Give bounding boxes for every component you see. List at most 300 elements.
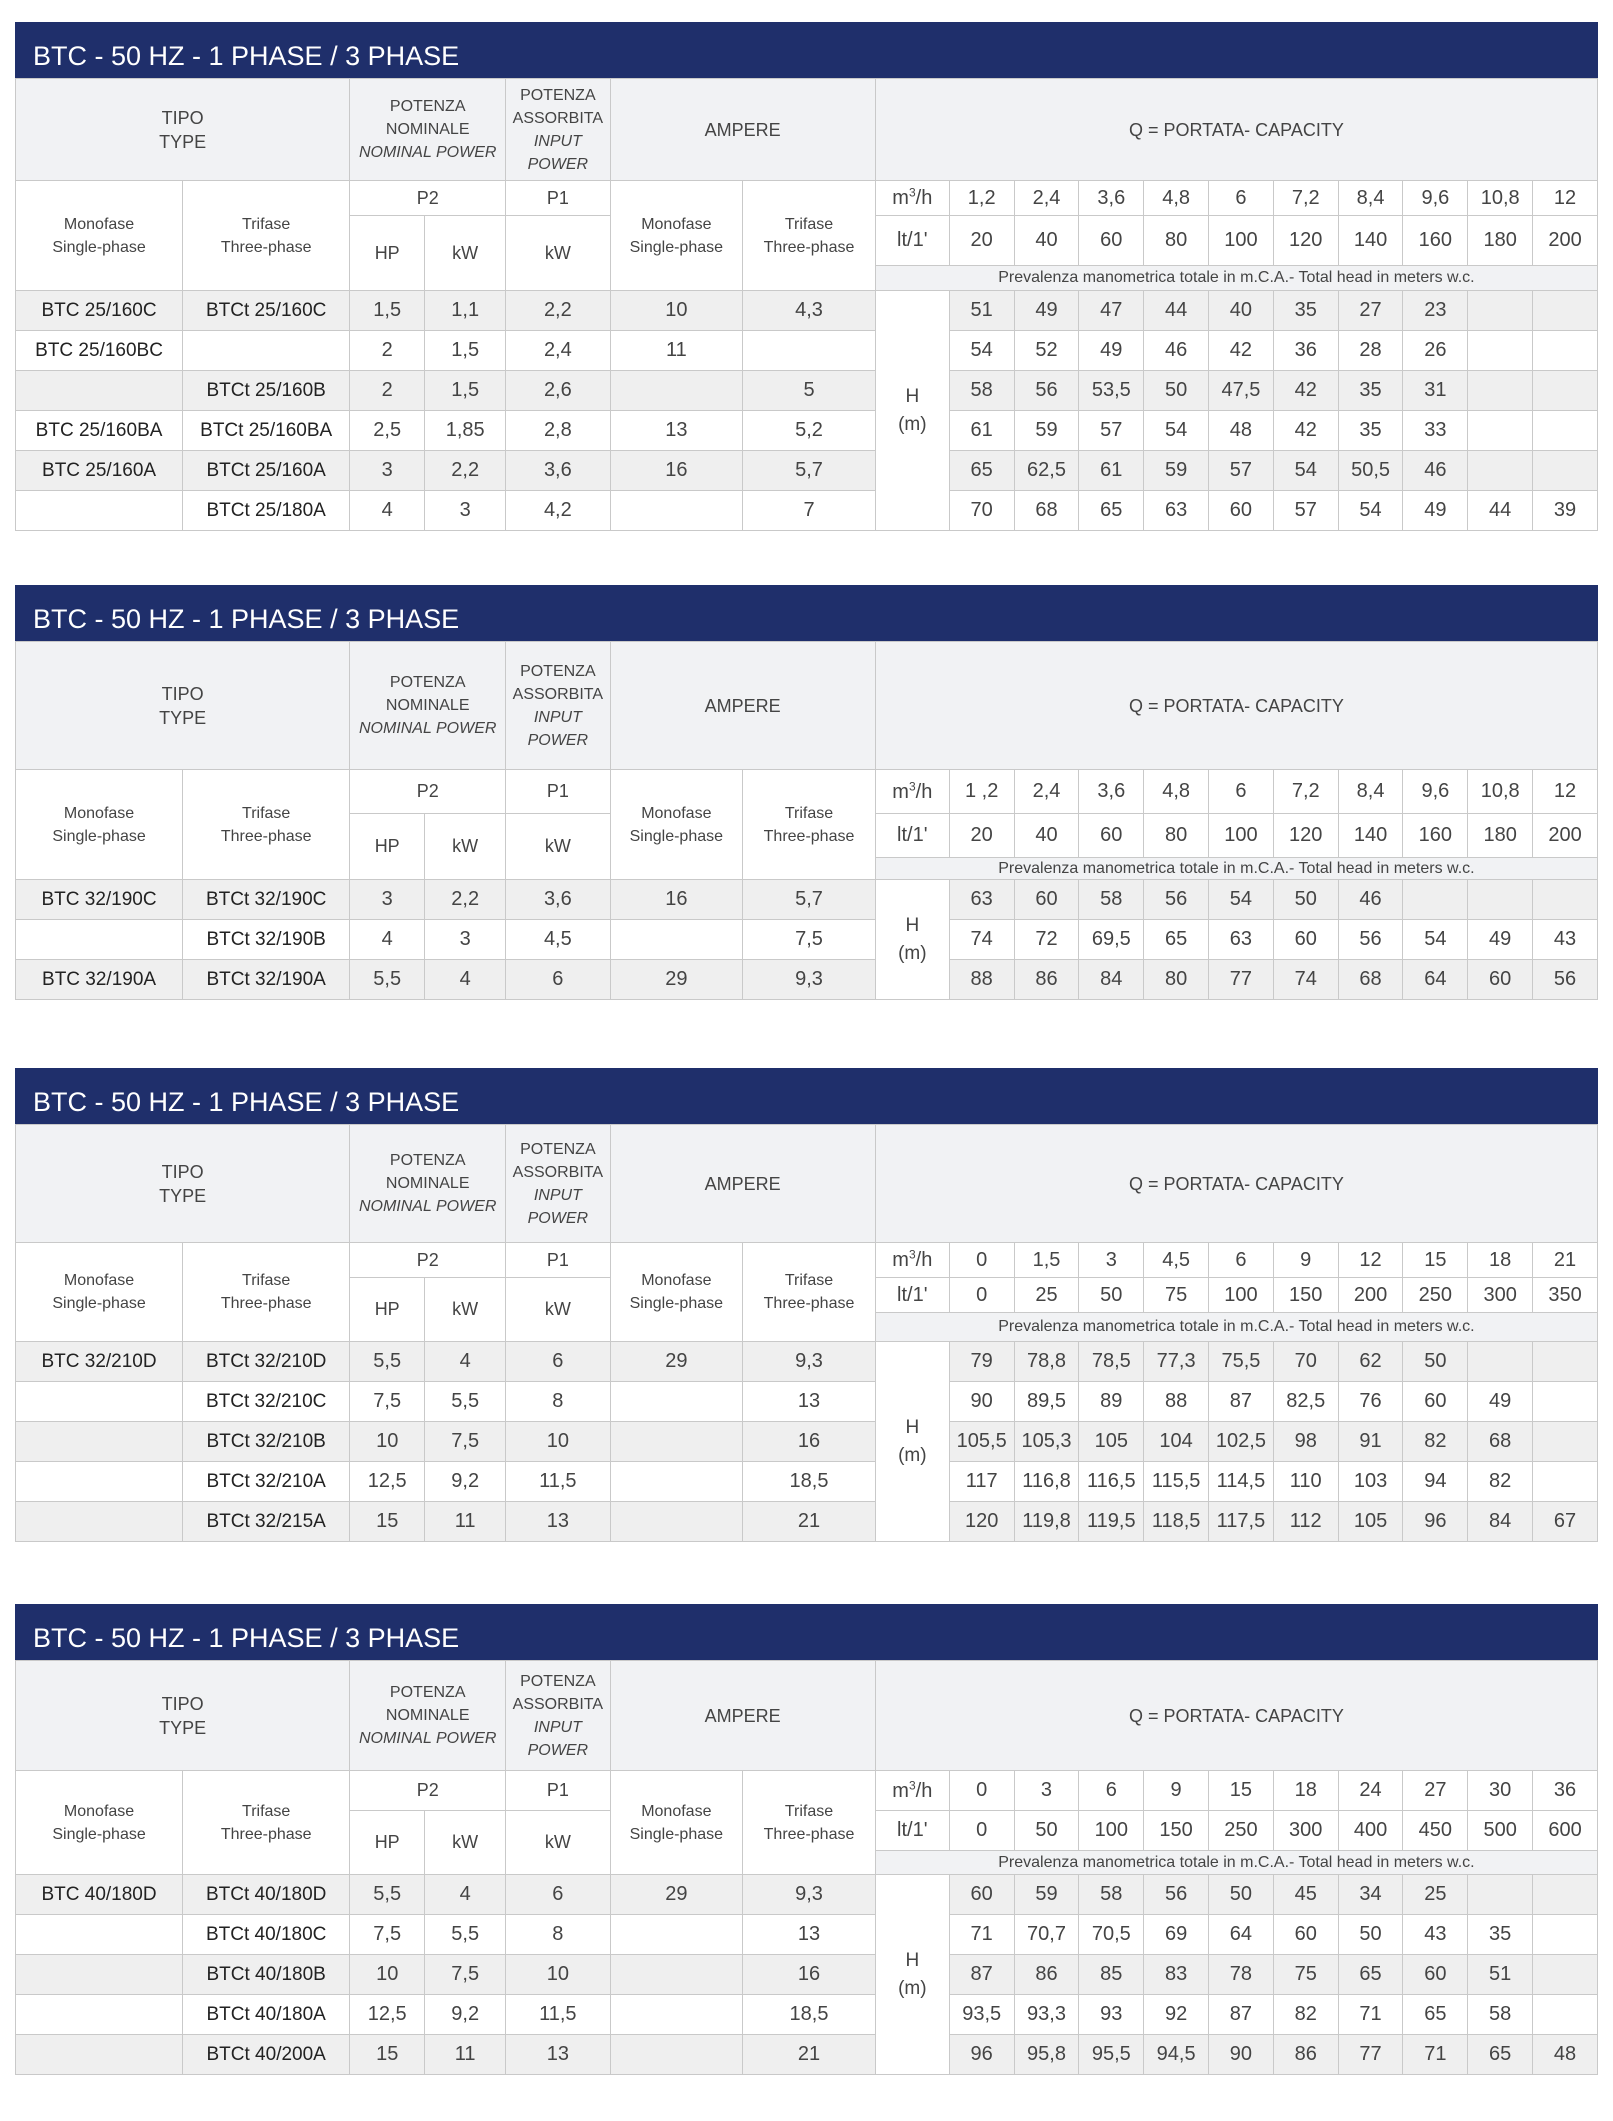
- ampere-header: [610, 1661, 875, 1771]
- head-value: [1468, 1995, 1533, 2035]
- table-row: [16, 491, 1598, 531]
- head-value-text: 115,5: [1151, 1470, 1201, 1492]
- p2-kw-value: [425, 1382, 506, 1422]
- ampere-value: 13: [797, 1923, 821, 1945]
- head-value: [1468, 1422, 1533, 1462]
- lt-value: [1209, 1811, 1274, 1851]
- assorbita-label: ASSORBITA: [512, 685, 604, 703]
- p2-kw-value: [425, 1422, 506, 1462]
- unit-superscript: 3: [908, 1247, 916, 1262]
- lt-value-text: 300: [1289, 1819, 1323, 1841]
- head-value-text: 96: [1424, 1510, 1447, 1532]
- head-value: [1079, 1915, 1144, 1955]
- monofase-model: [16, 291, 183, 331]
- p1-kw-value: [506, 331, 610, 371]
- m3h-value: [1533, 1243, 1598, 1278]
- hp-value: 12,5: [367, 2003, 407, 2025]
- hp-header: [350, 216, 425, 291]
- lt-value: [1144, 1278, 1209, 1313]
- head-value-text: 26: [1424, 339, 1447, 361]
- ampere-value: 5,7: [795, 888, 823, 910]
- head-value-text: 76: [1359, 1390, 1382, 1412]
- performance-table: [15, 1660, 1598, 2075]
- head-value-text: 68: [1489, 1430, 1512, 1452]
- single-phase-label: Single-phase: [52, 238, 146, 256]
- head-value-text: 44: [1164, 299, 1188, 321]
- input-label: INPUT: [533, 1718, 582, 1736]
- lt-value-text: 160: [1418, 824, 1453, 846]
- m3h-value-text: 12: [1553, 780, 1577, 802]
- p1-kw-value: [506, 1382, 610, 1422]
- p2-hp-value: [350, 960, 425, 1000]
- lt-value-text: 150: [1159, 1819, 1193, 1841]
- ampere-tri-value: [743, 1995, 876, 2035]
- head-value-text: 82,5: [1286, 1390, 1326, 1412]
- m3h-value-text: 18: [1294, 1779, 1317, 1801]
- model-name: BTCt 32/190C: [205, 888, 327, 910]
- p2-hp-value: [350, 2035, 425, 2075]
- kw-value: 7,5: [451, 1963, 480, 1985]
- m3h-value: [1014, 1771, 1079, 1811]
- m3h-value: [1079, 1771, 1144, 1811]
- p1-kw-value: [506, 960, 610, 1000]
- lt-value: [1079, 1278, 1144, 1313]
- head-value-text: 98: [1294, 1430, 1317, 1452]
- ampere-mono-value: [610, 371, 743, 411]
- monofase-label: Monofase: [641, 1802, 712, 1820]
- head-value: [1533, 1422, 1598, 1462]
- head-value: [1533, 880, 1598, 920]
- kw-value: 5,5: [451, 1923, 480, 1945]
- head-value: [1014, 1382, 1079, 1422]
- m3h-value-text: 2,4: [1032, 186, 1061, 209]
- type-label: TYPE: [159, 131, 207, 152]
- nominale-label: NOMINALE: [385, 121, 470, 138]
- head-value-text: 58: [1100, 888, 1123, 910]
- head-value: [1144, 960, 1209, 1000]
- trifase-model: [183, 1342, 350, 1382]
- ampere-mono-value: [610, 960, 743, 1000]
- p2-hp-value: [350, 1502, 425, 1542]
- ampere-monofase-header: [610, 1243, 743, 1342]
- h-label: H: [905, 385, 920, 407]
- head-value-text: 51: [1489, 1963, 1512, 1985]
- trifase-model: [183, 880, 350, 920]
- head-value: [949, 371, 1014, 411]
- trifase-model: [183, 291, 350, 331]
- p1-value: 4,2: [543, 499, 572, 521]
- table-row: [16, 1382, 1598, 1422]
- head-value: [1273, 920, 1338, 960]
- lt-value-text: 80: [1164, 229, 1188, 251]
- head-value: [1144, 291, 1209, 331]
- head-value: [1533, 2035, 1598, 2075]
- head-value: [1338, 331, 1403, 371]
- ampere-value: 7: [803, 499, 815, 521]
- kw-value: 1,5: [451, 379, 480, 401]
- head-value: [1468, 1502, 1533, 1542]
- head-value: [1338, 1995, 1403, 2035]
- ampere-trifase-header: [743, 770, 876, 880]
- p1-value: 2,8: [543, 419, 572, 441]
- head-value-text: 77: [1229, 968, 1253, 990]
- potenza-label: POTENZA: [520, 1672, 596, 1690]
- ampere-value: 21: [797, 2043, 821, 2065]
- head-value-text: 50,5: [1351, 459, 1391, 481]
- head-value: [1533, 491, 1598, 531]
- monofase-label: Monofase: [641, 804, 712, 822]
- p2-hp-value: [350, 1955, 425, 1995]
- head-value: [1079, 1955, 1144, 1995]
- monofase-model: [16, 920, 183, 960]
- head-value-text: 35: [1359, 379, 1382, 401]
- head-value-text: 89: [1100, 1390, 1123, 1412]
- trifase-model: [183, 960, 350, 1000]
- ampere-mono-value: [610, 491, 743, 531]
- table-row: [16, 331, 1598, 371]
- nominal-power-header: [350, 79, 506, 181]
- p1-kw-value: [506, 1422, 610, 1462]
- p1-value: 8: [552, 1923, 564, 1945]
- ampere-tri-value: [743, 1462, 876, 1502]
- head-value-text: 70: [1294, 1350, 1317, 1372]
- p1-value: 10: [546, 1430, 569, 1452]
- head-value: [1338, 1382, 1403, 1422]
- head-value: [1533, 1875, 1598, 1915]
- head-value-text: 116,5: [1087, 1470, 1136, 1492]
- lt-value-text: 0: [976, 1283, 988, 1306]
- ampere-value: 29: [665, 1350, 688, 1372]
- p1-kw-value: [506, 291, 610, 331]
- head-value: [949, 451, 1014, 491]
- ampere-mono-value: [610, 1502, 743, 1542]
- m3h-value: [1144, 181, 1209, 216]
- lt-value-text: 140: [1353, 824, 1388, 846]
- head-value: [1144, 1422, 1209, 1462]
- lt-value-text: 450: [1418, 1819, 1453, 1841]
- lt-value-text: 40: [1035, 229, 1058, 251]
- head-value-text: 110: [1289, 1470, 1322, 1492]
- head-value-text: 42: [1294, 379, 1317, 401]
- kw-label: kW: [452, 836, 479, 856]
- head-value: [1403, 920, 1468, 960]
- ampere-tri-value: [743, 411, 876, 451]
- lt-value-text: 150: [1289, 1283, 1323, 1306]
- type-label: TYPE: [159, 1185, 207, 1206]
- lt-value-text: 20: [970, 824, 993, 846]
- input-power-header: [506, 1125, 610, 1243]
- head-value: [1144, 1502, 1209, 1542]
- trifase-model: [183, 1382, 350, 1422]
- capacity-header: [875, 1125, 1597, 1243]
- p2-hp-value: [350, 491, 425, 531]
- head-value-text: 74: [1294, 968, 1317, 990]
- head-value-text: 35: [1489, 1923, 1512, 1945]
- head-value: [1533, 1342, 1598, 1382]
- m3h-value: [1468, 1771, 1533, 1811]
- head-value-text: 65: [1489, 2043, 1512, 2065]
- table-title-bar: [15, 1068, 1598, 1124]
- head-value: [949, 491, 1014, 531]
- lt-unit: [875, 216, 949, 266]
- ampere-tri-value: [743, 1382, 876, 1422]
- header-row-2: [16, 770, 1598, 814]
- lt-value: [949, 1278, 1014, 1313]
- m3h-value: [1338, 770, 1403, 814]
- m3h-value: [949, 1771, 1014, 1811]
- ampere-value: 16: [797, 1963, 821, 1985]
- p1-kw-value: [506, 1502, 610, 1542]
- nominal-power-label: NOMINAL POWER: [358, 144, 497, 161]
- kw-label: kW: [452, 1299, 479, 1319]
- m3h-unit: [875, 1771, 949, 1811]
- kw-value: 4: [459, 1883, 471, 1905]
- head-value: [1144, 1382, 1209, 1422]
- head-value-text: 28: [1359, 339, 1382, 361]
- m3h-value: [1338, 181, 1403, 216]
- head-value-text: 83: [1164, 1963, 1188, 1985]
- head-value-text: 75,5: [1221, 1350, 1261, 1372]
- model-name: BTC 32/190A: [42, 968, 157, 990]
- model-name: BTC 25/160C: [41, 299, 157, 321]
- ampere-monofase-header: [610, 1771, 743, 1875]
- p1-kw-value: [506, 451, 610, 491]
- head-value: [1209, 960, 1274, 1000]
- head-value-text: 61: [1100, 459, 1123, 481]
- type-label: TYPE: [159, 1717, 207, 1738]
- capacity-label: Q = PORTATA- CAPACITY: [1128, 695, 1344, 716]
- monofase-label: Monofase: [63, 1802, 135, 1820]
- ampere-mono-value: [610, 291, 743, 331]
- monofase-model: [16, 331, 183, 371]
- header-row-2: [16, 1771, 1598, 1811]
- head-value-text: 50: [1229, 1883, 1253, 1905]
- hp-value: 1,5: [373, 299, 402, 321]
- input-label: INPUT: [533, 1186, 582, 1204]
- head-value: [1273, 1875, 1338, 1915]
- head-value: [1273, 1995, 1338, 2035]
- m3h-value: [1209, 181, 1274, 216]
- lt-value-text: 600: [1548, 1819, 1582, 1841]
- kw-header: [425, 814, 506, 880]
- ampere-value: 9,3: [795, 1883, 823, 1905]
- head-value: [1533, 960, 1598, 1000]
- ampere-monofase-header: [610, 181, 743, 291]
- kw-value: 7,5: [451, 1430, 480, 1452]
- head-value: [1533, 291, 1598, 331]
- capacity-label: Q = PORTATA- CAPACITY: [1128, 1705, 1344, 1726]
- assorbita-label: ASSORBITA: [512, 109, 604, 127]
- hp-value: 3: [381, 888, 393, 910]
- table-title-bar: [15, 1604, 1598, 1660]
- lt-value-text: 250: [1418, 1283, 1453, 1306]
- lt-unit: [875, 814, 949, 858]
- head-value-text: 105: [1353, 1510, 1388, 1532]
- p2-header: [350, 181, 506, 216]
- head-value: [1403, 1955, 1468, 1995]
- head-value-text: 61: [970, 419, 993, 441]
- head-value: [1468, 291, 1533, 331]
- hp-value: 7,5: [373, 1390, 402, 1412]
- ampere-monofase-header: [610, 770, 743, 880]
- ampere-tri-value: [743, 920, 876, 960]
- m3h-value: [949, 770, 1014, 814]
- head-value: [1079, 491, 1144, 531]
- potenza-label: POTENZA: [520, 662, 596, 680]
- p2-kw-value: [425, 2035, 506, 2075]
- p2-hp-value: [350, 1342, 425, 1382]
- ampere-label: AMPERE: [704, 695, 781, 716]
- lt-value: [1533, 814, 1598, 858]
- p1-kw-value: [506, 1462, 610, 1502]
- tipo-label: TIPO: [161, 683, 204, 704]
- table-title: BTC - 50 HZ - 1 PHASE / 3 PHASE: [33, 1087, 460, 1117]
- m3h-value: [1079, 770, 1144, 814]
- head-value-text: 60: [1229, 499, 1253, 521]
- p2-kw-value: [425, 371, 506, 411]
- tipo-type-header: [16, 1125, 350, 1243]
- m3h-value-text: 1,5: [1032, 1248, 1061, 1271]
- head-value-text: 59: [1035, 419, 1058, 441]
- p1-header: [506, 181, 610, 216]
- head-value-text: 49: [1100, 339, 1123, 361]
- head-value: [1403, 880, 1468, 920]
- head-value-text: 65: [1164, 928, 1188, 950]
- hp-value: 2: [381, 379, 393, 401]
- p2-kw-value: [425, 1342, 506, 1382]
- tipo-type-header: [16, 79, 350, 181]
- head-value-text: 46: [1164, 339, 1188, 361]
- p1-value: 13: [546, 1510, 569, 1532]
- head-value-text: 86: [1294, 2043, 1317, 2065]
- head-value: [1209, 1502, 1274, 1542]
- head-value-text: 105,3: [1021, 1430, 1072, 1452]
- head-value: [1338, 371, 1403, 411]
- p1-value: 2,6: [543, 379, 572, 401]
- head-value: [949, 1955, 1014, 1995]
- head-value-text: 53,5: [1091, 379, 1131, 401]
- head-value: [1468, 1382, 1533, 1422]
- lt-value: [1014, 1811, 1079, 1851]
- m3h-value-text: 10,8: [1480, 780, 1520, 802]
- m3h-value-text: 12: [1359, 1248, 1382, 1271]
- kw-value: 3: [459, 928, 471, 950]
- head-value-text: 46: [1359, 888, 1382, 910]
- capacity-label: Q = PORTATA- CAPACITY: [1128, 119, 1344, 140]
- m-label: (m): [898, 942, 927, 964]
- model-name: BTCt 25/160B: [206, 379, 326, 401]
- trifase-model: [183, 1875, 350, 1915]
- table-row: [16, 411, 1598, 451]
- tipo-label: TIPO: [161, 1693, 204, 1714]
- head-value-text: 62,5: [1027, 459, 1066, 481]
- p2-hp-value: [350, 291, 425, 331]
- head-label-cell: [875, 880, 949, 1000]
- p1-value: 11,5: [539, 2003, 577, 2025]
- head-value-text: 102,5: [1215, 1430, 1266, 1452]
- power-label: POWER: [527, 1741, 589, 1759]
- lt-value: [1209, 814, 1274, 858]
- lt-value-text: 200: [1548, 229, 1582, 251]
- lt-value: [1144, 1811, 1209, 1851]
- three-phase-label: Three-phase: [763, 1295, 855, 1312]
- ampere-value: 9,3: [795, 1350, 823, 1372]
- lt-value-text: 250: [1224, 1819, 1258, 1841]
- p1-kw-header: [506, 216, 610, 291]
- lt-value-text: 100: [1224, 1283, 1258, 1306]
- lt-value-text: 0: [976, 1819, 988, 1841]
- trifase-label: Trifase: [784, 215, 834, 233]
- lt-value-text: 140: [1353, 229, 1388, 251]
- p2-kw-value: [425, 1995, 506, 2035]
- head-value-text: 57: [1229, 459, 1253, 481]
- head-value: [1273, 451, 1338, 491]
- kw-header: [425, 1278, 506, 1342]
- head-value: [1014, 291, 1079, 331]
- head-value: [1079, 920, 1144, 960]
- head-value: [1014, 2035, 1079, 2075]
- monofase-label: Monofase: [63, 215, 135, 233]
- trifase-header: [183, 1771, 350, 1875]
- kw-label: kW: [452, 242, 479, 263]
- head-value-text: 60: [1489, 968, 1512, 990]
- table-row: [16, 1422, 1598, 1462]
- m3h-value: [1144, 1771, 1209, 1811]
- head-value-text: 114,5: [1216, 1470, 1266, 1492]
- lt-value: [1014, 216, 1079, 266]
- head-value: [1338, 451, 1403, 491]
- kw-label: kW: [544, 1832, 571, 1852]
- trifase-model: [183, 371, 350, 411]
- head-value-text: 36: [1294, 339, 1317, 361]
- head-value: [1144, 491, 1209, 531]
- head-value: [1079, 1462, 1144, 1502]
- lt-value: [1079, 1811, 1144, 1851]
- power-label: POWER: [527, 155, 589, 173]
- m3h-value-text: 6: [1235, 1248, 1247, 1271]
- m3h-value: [1014, 770, 1079, 814]
- p1-kw-value: [506, 1915, 610, 1955]
- head-value-text: 50: [1164, 379, 1188, 401]
- head-value-text: 71: [1359, 2003, 1382, 2025]
- lt-value: [1533, 216, 1598, 266]
- head-value: [1338, 1875, 1403, 1915]
- hp-value: 5,5: [373, 1350, 402, 1372]
- p2-kw-value: [425, 960, 506, 1000]
- monofase-model: [16, 1955, 183, 1995]
- head-value-text: 117: [965, 1470, 998, 1492]
- kw-value: 11: [454, 1510, 476, 1532]
- lt-value-text: 60: [1100, 824, 1123, 846]
- head-value: [1014, 880, 1079, 920]
- p1-value: 11,5: [539, 1470, 577, 1492]
- p1-kw-value: [506, 880, 610, 920]
- hp-header: [350, 1278, 425, 1342]
- monofase-model: [16, 411, 183, 451]
- head-value: [1209, 411, 1274, 451]
- kw-value: 2,2: [451, 459, 480, 481]
- m3h-value: [1079, 1243, 1144, 1278]
- head-value-text: 69: [1164, 1923, 1188, 1945]
- kw-value: 9,2: [451, 1470, 480, 1492]
- head-value-text: 93,3: [1027, 2003, 1066, 2025]
- lt-value: [1209, 1278, 1274, 1313]
- m3h-value-text: 4,8: [1162, 186, 1191, 209]
- ampere-tri-value: [743, 1342, 876, 1382]
- capacity-header: [875, 1661, 1597, 1771]
- head-value-text: 57: [1100, 419, 1123, 441]
- monofase-model: [16, 1995, 183, 2035]
